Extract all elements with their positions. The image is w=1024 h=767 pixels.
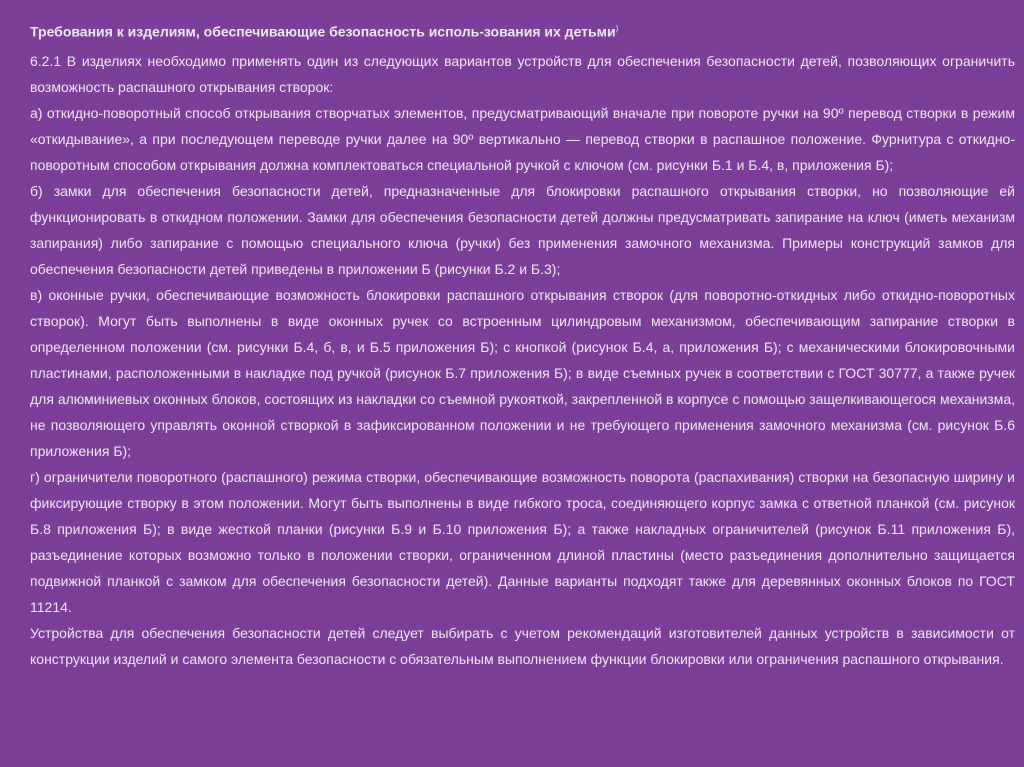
paragraph-a: а) откидно-поворотный способ открывания створчатых элементов, предусматривающий вначале при повороте ручки на 90º перевод створки в режим «откидывание», а при последующем переводе ручки далее на 90º вертикально — перевод створки в распашное положение. Фурнитура с откидно-поворотным способом открывания должна комплектоваться специальной ручкой с ключом (см. рисунки Б.1 и Б.4, в, приложения Б);	[30, 104, 1015, 173]
title-text: Требования к изделиям, обеспечивающие безопасность исполь-зования их детьми	[30, 23, 616, 40]
paragraph-g: г) ограничители поворотного (распашного) режима створки, обеспечивающие возможность поворота (распахивания) створки на безопасную ширину и фиксирующие створку в этом положении. Могут быть выполнены в виде гибкого троса, соединяющего корпус замка с ответной планкой (см. рисунок Б.8 приложения Б); в виде жесткой планки (рисунки Б.9 и Б.10 приложения Б); а также накладных ограничителей (рисунок Б.11 приложения Б), разъединение которых возможно только в положении створки, ограниченном длиной пластины (место разъединения дополнительно защищается подвижной планкой с замком для обеспечения безопасности детей). Данные варианты подходят также для деревянных оконных блоков по ГОСТ 11214.	[30, 468, 1015, 615]
title-mark: )	[615, 24, 619, 33]
paragraph-conclusion: Устройства для обеспечения безопасности детей следует выбирать с учетом рекомендаций изготовителей данных устройств в зависимости от конструкции изделий и самого элемента безопасности с обязательным выполнением функции блокировки или ограничения распашного открывания.	[30, 624, 1015, 667]
paragraph-intro: 6.2.1 В изделиях необходимо применять один из следующих вариантов устройств для обеспечения безопасности детей, позволяющих ограничить возможность распашного открывания створок:	[30, 52, 1015, 95]
slide-body	[30, 48, 1015, 672]
slide-title	[30, 20, 1015, 41]
paragraph-b: б) замки для обеспечения безопасности детей, предназначенные для блокировки распашного открывания створки, но позволяющие ей функционировать в откидном положении. Замки для обеспечения безопасности детей должны предусматривать запирание на ключ (иметь механизм запирания) либо запирание с помощью специального ключа (ручки) без применения замочного механизма. Примеры конструкций замков для обеспечения безопасности детей приведены в приложении Б (рисунки Б.2 и Б.3);	[30, 182, 1015, 277]
paragraph-v: в) оконные ручки, обеспечивающие возможность блокировки распашного открывания створок (для поворотно-откидных либо откидно-поворотных створок). Могут быть выполнены в виде оконных ручек со встроенным цилиндровым механизмом, обеспечивающим запирание створки в определенном положении (см. рисунки Б.4, б, в, и Б.5 приложения Б); с кнопкой (рисунок Б.4, а, приложения Б); с механическими блокировочными пластинами, расположенными в накладке под ручкой (рисунок Б.7 приложения Б); в виде съемных ручек в соответствии с ГОСТ 30777, а также ручек для алюминиевых оконных блоков, состоящих из накладки со съемной рукояткой, закрепленной в корпусе с помощью защелкивающегося механизма, не позволяющего управлять оконной створкой в зафиксированном положении и не требующего применения замочного механизма (см. рисунок Б.6 приложения Б);	[30, 286, 1015, 459]
